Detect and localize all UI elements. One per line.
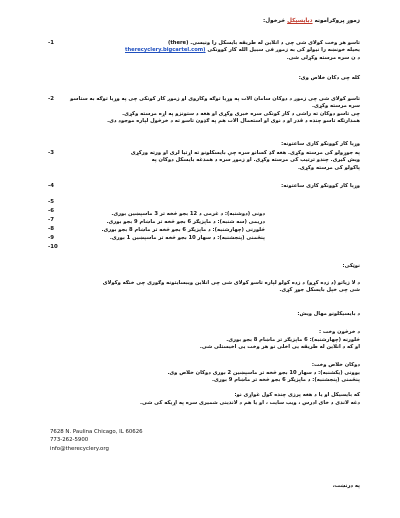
event-3-body: دغه لاندی د خای ادرس ، ویب سایت ، او یا هم د لاندینی شمیری سره په اړیکه کی شی. [140,400,360,406]
item-1-line-2 [70,47,360,54]
item-4-text: وړیا کار کوونکو کاری ساعتونه: [281,183,360,189]
event-1-body: څلورنه (چهارشنبه): 6 ماپزیګر تر ماښام 8 بجو بوری. او که د انلاین له طریقه یی اخلی نو هر وخت یی اخیستلی شی. [199,337,360,351]
schedule-line: دونی (دوشنبه): د غرمی د 12 بجو څخه تر 3 ماسپښین بوری. [111,211,265,217]
section-shop-open: کله چی دکان خلاص وی: [298,75,360,81]
section-notes: نوټکی: [342,263,360,269]
schedule-number: -8 [48,226,54,232]
item-number-4: -4 [48,183,54,189]
item-2-text: تاسو کولای شی چی زموږ د دوکان سامان الات په وړیا توګه وکاروی او زموږ کار کونکی چی په وړیا توګه به ستاسو سره مرسته وکړی. چی تاسو دوکان ته راشی د کار کونکی سره خبری وکړی او هغه د ستونزو په اړه مرسته وکړی. همدارنګه تاسو چنده د قدر او د نوی او استعمال الات هم په ګډون تاسو ته د خرڅول لپاره موجود دی. [70,96,360,125]
item-number-1: -1 [48,40,54,46]
schedule-line: څلورنی (چهارشنبه): د ماپزیګر 6 بجو څخه تر ماښام 8 بجو بوری. [101,227,265,233]
section-volunteer: وړیا کار کوونکو کاری ساعتونه: [281,141,360,147]
shop-link[interactable]: (therecyclery.bigcartel.com [125,47,206,53]
event-1-title: د خرڅون وخت : [319,329,360,335]
schedule-line: پنځمنی (پنجشنبه): د سهار 10 بجو څخه تر ماسپښین 1 بوری. [109,235,265,241]
page-heading: زموږ پروګرامونه دبايسيکل څرخول: [263,18,360,24]
item-1-line-1: تاسو هر وخت کولای شی چی د انلاین له طریقه بایسکل را ونیسی. (there) [167,40,360,46]
item-1-line-2-text: يحيله خونښه را نيولو کی به زموږ فی سبيل الله کار کوونکی [207,47,360,53]
item-number-2: -2 [48,96,54,102]
schedule-number: -5 [48,199,54,205]
item-1-line-3: د ن سره مرسته وکړلی شی. [286,55,360,61]
item-3-text: په جوړولو کی مرسته وکړی. هغه ګډ کسانو سره چې بایسکلونو ته اړتیا لری او ورته ورکړی ویش کیږی. چندو ترتیب کی مرسته وکړی. او زموږ سره د همدغه بایسکل دوکان په پاکولو کی مرسته وکړی. [130,150,360,171]
schedule-number: -10 [48,244,58,250]
contact-phone[interactable]: 773-262-5900 [50,437,89,444]
closing-text: په درنښت، [332,483,360,489]
schedule-number: -9 [48,235,54,241]
contact-block [50,428,143,453]
schedule-number: -7 [48,217,54,223]
schedule-number: -6 [48,208,54,214]
contact-address: 7628 N. Paulina Chicago, IL 60626 [50,429,143,435]
section-events: د بایسیکلونو مهال ویش: [297,311,360,317]
event-2-title: دوکان خلاص وخت: [311,362,360,368]
schedule-line: دریمی (سه شنبه): د ماپزیګر 6 بجو څخه تر ماښام 9 بجو بوری. [106,219,265,225]
item-number-3: -3 [48,150,54,156]
event-2-body: یوونی (یکشنبه): د سهار 10 بجو څخه تر ماسپښین 2 بوری دوکان خلاص وی. پنځمنی (پنجشنبه): د ماپزیګر 6 بجو څخه تر ماښام 9 بوری. [167,370,360,384]
event-3-title: که بایسیکل او یا د هغه پرزی چنده کول غواړی نو: [234,392,360,398]
contact-email[interactable]: info@therecyclery.org [50,445,109,452]
notes-text: د لا زیاتو (د زده کړو) د زده کولو لپاره تاسو کولای شی چی انلاین ویبسایتونه وګوری چی خنګه وکولای شی چی خپل بایسکل جوړ کړی. [102,280,360,294]
